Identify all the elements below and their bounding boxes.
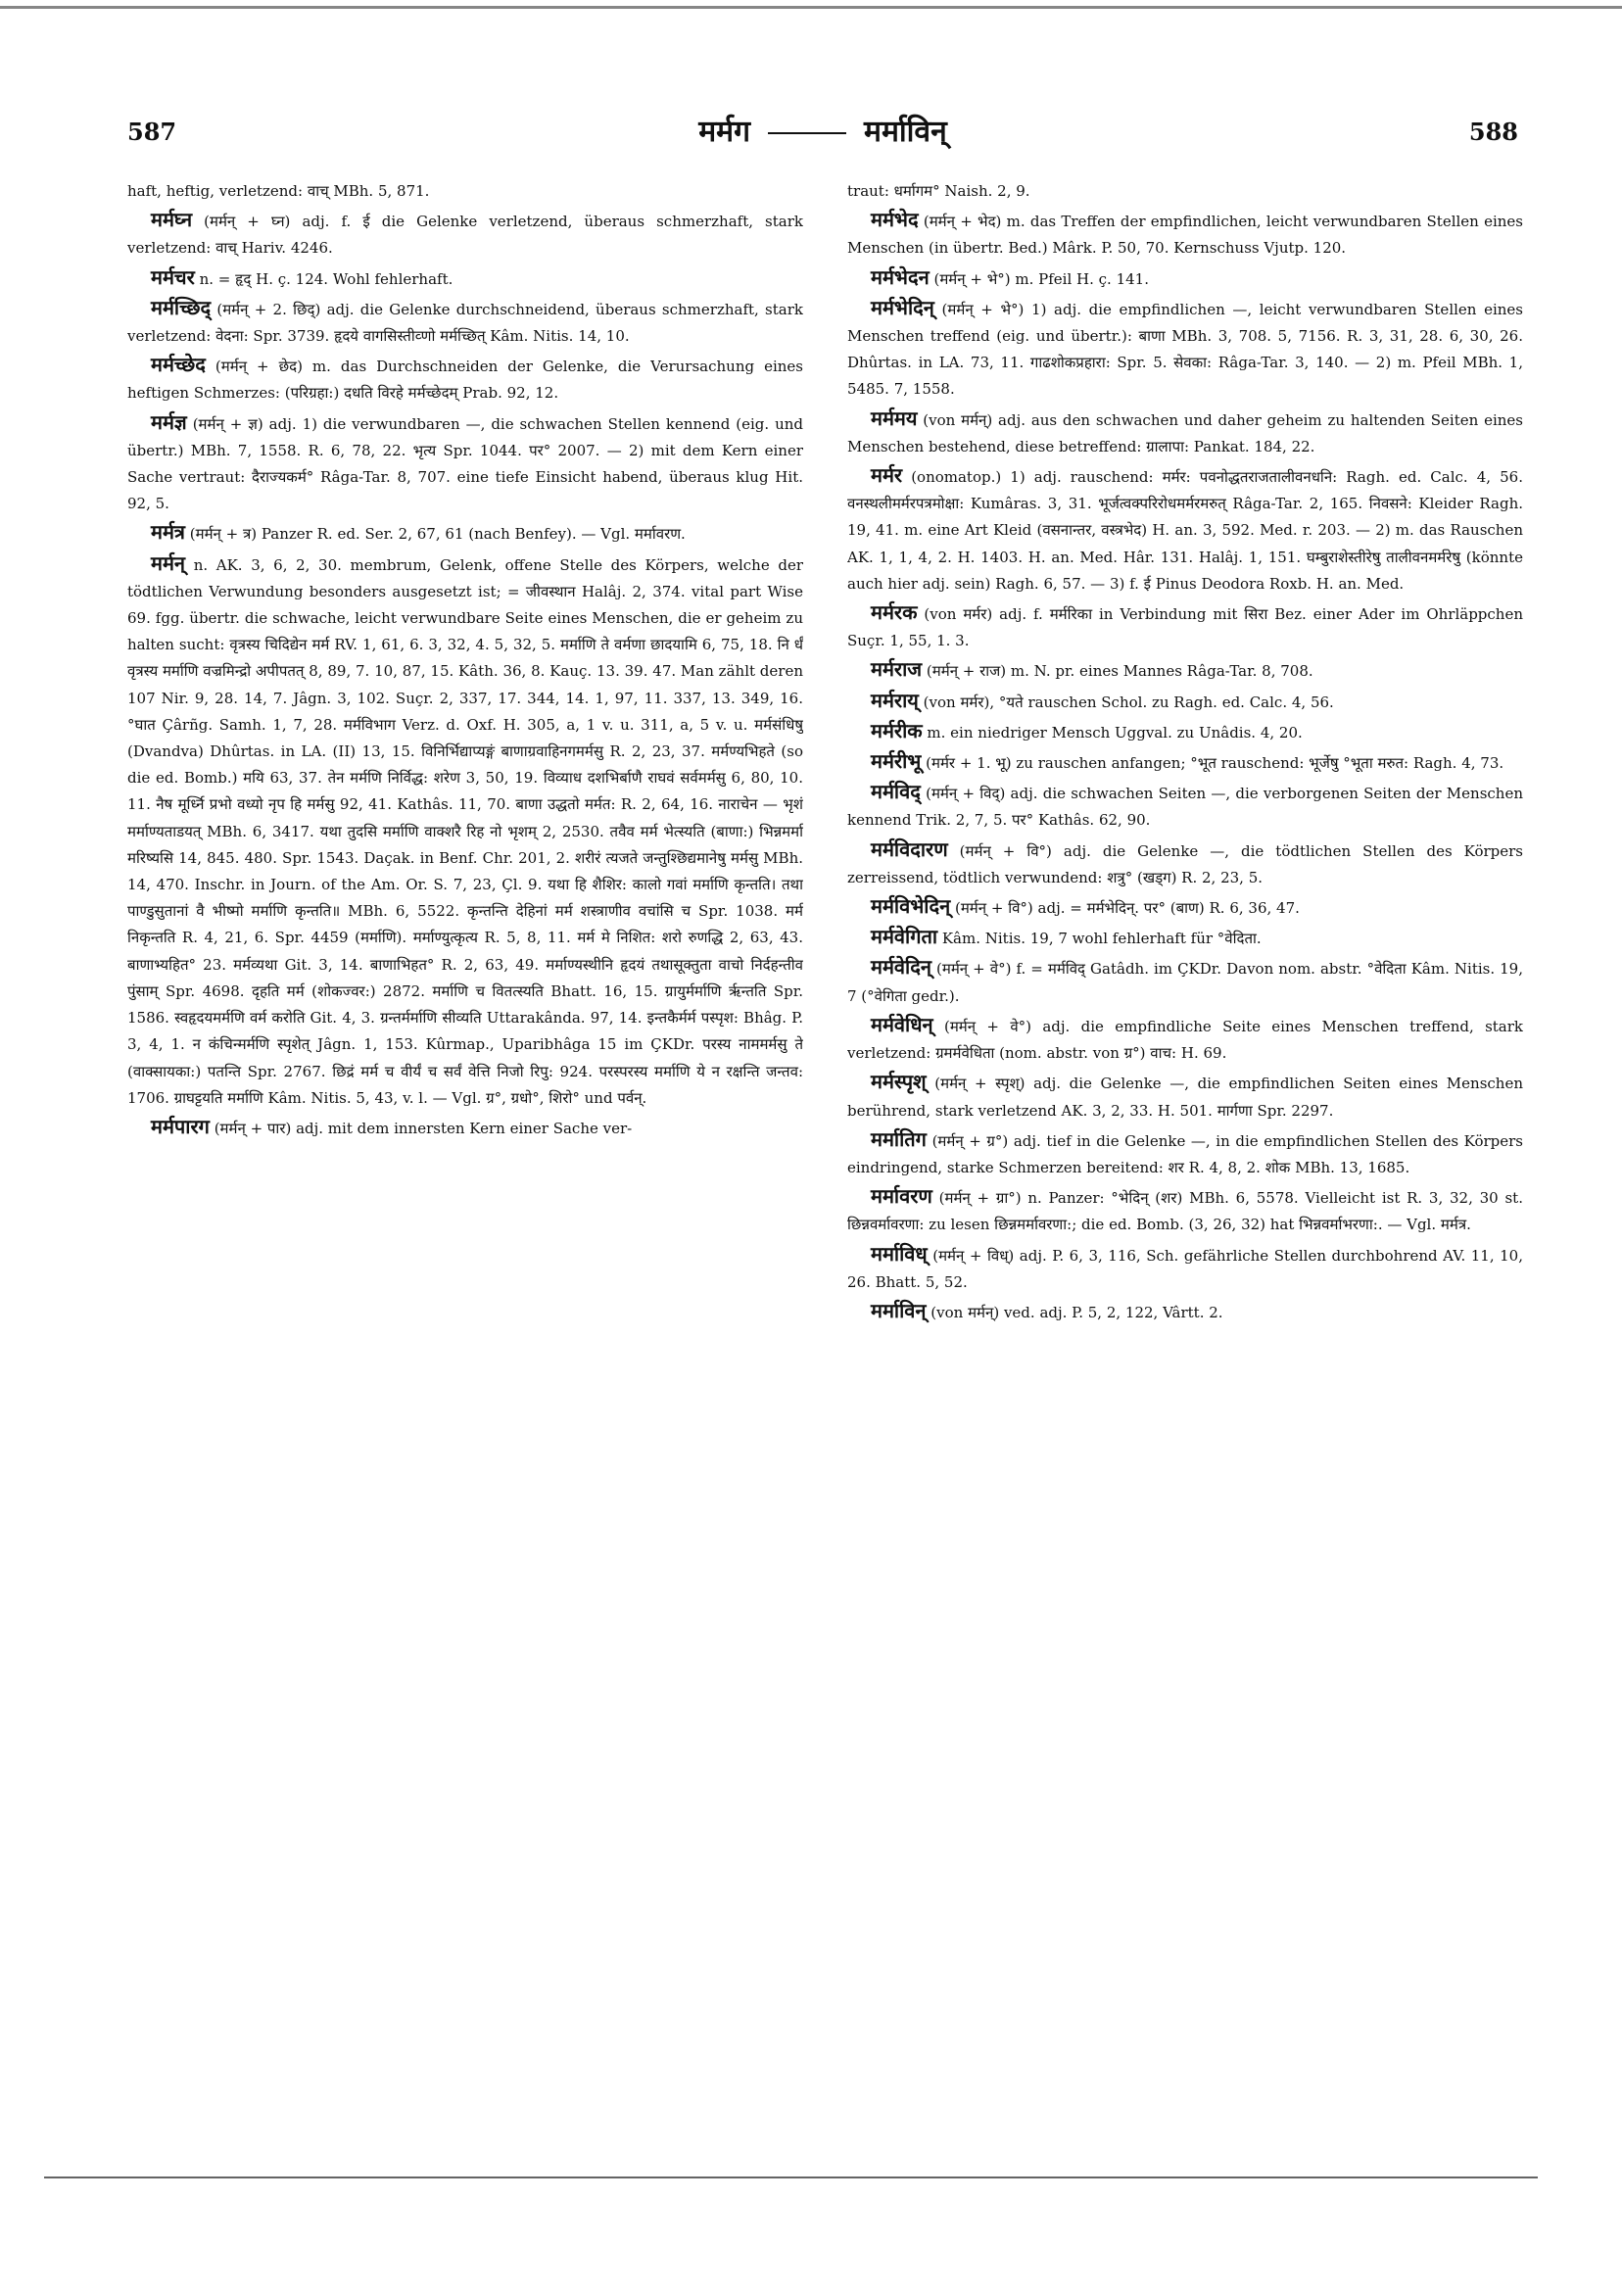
dictionary-entry xyxy=(847,1298,1523,1326)
dictionary-entry xyxy=(847,1126,1523,1181)
dictionary-entry xyxy=(847,207,1523,262)
entry-body: haft, heftig, verletzend: वाच् MBh. 5, 871. xyxy=(127,182,430,200)
dictionary-entry xyxy=(847,748,1523,777)
dictionary-entry xyxy=(847,779,1523,834)
dictionary-entry xyxy=(127,550,803,1112)
dictionary-entry xyxy=(127,295,803,350)
right-column xyxy=(847,178,1523,2118)
dictionary-entry xyxy=(127,352,803,407)
page-number-right: 588 xyxy=(1468,118,1518,146)
dictionary-entry xyxy=(847,1183,1523,1238)
entry-headword: मर्मरीक xyxy=(871,718,923,742)
entry-headword: मर्ममय xyxy=(871,406,918,430)
entry-body: (मर्मन् + छेद) m. das Durchschneiden der Gelenke, die Verursachung eines heftigen Schmerzes: (परिग्रहा:) दधति विरहे मर्मच्छेदम् Prab. 92, 12. xyxy=(127,358,803,403)
entry-body: (मर्मन् + ग्रा°) n. Panzer: °भेदिन् (शर) MBh. 6, 5578. Vielleicht ist R. 3, 32, 30 st. छिन्नवर्मावरणा: zu lesen छिन्नमर्मावरणा:; die ed. Bomb. (3, 26, 32) hat भिन्नवर्माभरणा:. — Vgl. मर्मत्र. xyxy=(847,1189,1523,1234)
dictionary-entry xyxy=(127,1114,803,1142)
dictionary-entry xyxy=(127,178,803,205)
entry-headword: मर्मच्छिद् xyxy=(151,295,212,319)
entry-body: (von मर्मन्) ved. adj. P. 5, 2, 122, Vârtt. 2. xyxy=(930,1303,1223,1321)
entry-headword: मर्मस्पृश् xyxy=(871,1070,927,1094)
left-column xyxy=(127,178,803,2118)
entry-body: (मर्मन् + पार) adj. mit dem innersten Kern einer Sache ver- xyxy=(214,1119,633,1137)
entry-body: (मर्मन् + राज) m. N. pr. eines Mannes Râga-Tar. 8, 708. xyxy=(926,662,1313,681)
entry-body: (मर्मन् + भेद) m. das Treffen der empfindlichen, leicht verwundbaren Stellen eines Menschen (in übertr. Bed.) Mârk. P. 50, 70. Kernschuss Vjutp. 120. xyxy=(847,213,1523,258)
dictionary-entry xyxy=(847,924,1523,952)
dictionary-entry xyxy=(127,519,803,548)
dictionary-entry xyxy=(847,264,1523,293)
entry-body: (मर्मन् + 2. छिद्) adj. die Gelenke durchschneidend, überaus schmerzhaft, stark verletzend: वेदना: Spr. 3739. हृदये वागसिस्तीव्णो मर्मच्छित् Kâm. Nitis. 14, 10. xyxy=(127,300,803,346)
entry-body: (मर्मन् + वे°) f. = मर्मविद् Gatâdh. im ÇKDr. Davon nom. abstr. °वेदिता Kâm. Nitis. 19, 7 (°वेगिता gedr.). xyxy=(847,960,1523,1005)
entry-headword: मर्मराज xyxy=(871,657,923,682)
entry-body: (मर्मन् + वि°) adj. die Gelenke —, die tödtlichen Stellen des Körpers zerreissend, tödtlich verwundend: शत्रु° (खड्ग) R. 2, 23, 5. xyxy=(847,841,1523,886)
entry-headword: मर्मभेदन xyxy=(871,264,930,289)
entry-body: (मर्मन् + विध्) adj. P. 6, 3, 116, Sch. gefährliche Stellen durchbohrend AV. 11, 10, 26. Bhatt. 5, 52. xyxy=(847,1246,1523,1291)
entry-headword: मर्मच्छेद xyxy=(151,353,206,377)
entry-body: (मर्मन् + वि°) adj. = मर्मभेदिन्. पर° (बाण) R. 6, 36, 47. xyxy=(954,899,1300,918)
entry-headword: मर्मवेदिन् xyxy=(871,955,931,980)
dictionary-entry xyxy=(847,893,1523,922)
entry-headword: मर्मरीभू xyxy=(871,749,922,774)
dictionary-entry xyxy=(847,954,1523,1009)
dictionary-entry xyxy=(847,837,1523,891)
dictionary-entry xyxy=(847,599,1523,654)
entry-body: (von मर्मर), °यते rauschen Schol. zu Ragh. ed. Calc. 4, 56. xyxy=(923,693,1334,711)
entry-headword: मर्मविभेदिन् xyxy=(871,894,951,919)
entry-headword: मर्मविद् xyxy=(871,780,921,804)
entry-headword: मर्मवेगिता xyxy=(871,925,938,949)
entry-headword: मर्मरक xyxy=(871,600,918,625)
entry-body: (मर्मन् + स्पृश्) adj. die Gelenke —, die empfindlichen Seiten eines Menschen berührend, stark verletzend AK. 3, 2, 33. H. 501. मार्गणा Spr. 2297. xyxy=(847,1075,1523,1120)
dictionary-entry xyxy=(127,207,803,262)
running-head xyxy=(127,110,1518,150)
entry-headword: मर्मचर xyxy=(151,264,195,289)
entry-headword: मर्मपारग xyxy=(151,1114,210,1138)
entry-headword: मर्मावरण xyxy=(871,1184,932,1209)
entry-headword: मर्मन् xyxy=(151,550,186,575)
entry-body: n. = हृद् H. ç. 124. Wohl fehlerhaft. xyxy=(199,269,453,288)
dictionary-entry xyxy=(847,462,1523,598)
entry-headword: मर्मराय् xyxy=(871,688,919,712)
dictionary-entry xyxy=(847,1241,1523,1296)
dictionary-entry xyxy=(847,1012,1523,1067)
dictionary-entry xyxy=(847,295,1523,404)
running-head-dash xyxy=(768,132,846,134)
entry-headword: मर्मवेधिन् xyxy=(871,1012,933,1036)
entry-body: (मर्मन् + घ्न) adj. f. ई die Gelenke verletzend, überaus schmerzhaft, stark verletzend: वाच् Hariv. 4246. xyxy=(127,213,803,258)
dictionary-entry xyxy=(847,688,1523,716)
running-head-last-word: मर्माविन् xyxy=(864,115,947,149)
bottom-rule xyxy=(44,2176,1538,2178)
entry-headword: मर्माविन् xyxy=(871,1298,927,1322)
entry-body: (von मर्मन्) adj. aus den schwachen und daher geheim zu haltenden Seiten eines Menschen bestehend, diese betreffend: ग्रालापा: Pankat. 184, 22. xyxy=(847,410,1523,455)
dictionary-entry xyxy=(847,406,1523,460)
top-edge-rule xyxy=(0,6,1622,9)
entry-body: (मर्मन् + भे°) m. Pfeil H. ç. 141. xyxy=(933,269,1149,288)
entry-headword: मर्मघ्न xyxy=(151,208,193,232)
entry-headword: मर्माविध् xyxy=(871,1241,928,1266)
entry-body: (onomatop.) 1) adj. rauschend: मर्मर: पवनोद्धतराजतालीवनधनि: Ragh. ed. Calc. 4, 56. वनस्थलीमर्मरपत्रमोक्षा: Kumâras. 3, 31. भूर्जत्वक्परिरोधमर्मरमरुत् Râga-Tar. 2, 165. निवसने: Kleider Ragh. 19, 41. m. eine Art Kleid (वसनान्तर, वस्त्रभेद) H. an. 3, 592. Med. r. 203. — 2) m. das Rauschen AK. 1, 1, 4, 2. H. 1403. H. an. Med. Hâr. 131. Halâj. 1, 151. घम्बुराशेस्तीरेषु तालीवनमर्मरेषु (könnte auch hier adj. sein) Ragh. 6, 57. — 3) f. ई Pinus Deodora Roxb. H. an. Med. xyxy=(847,468,1523,593)
page-header xyxy=(127,110,1518,165)
running-head-first-word: मर्मग xyxy=(698,115,751,149)
entry-body: (मर्मन् + ज्ञ) adj. 1) die verwundbaren —, die schwachen Stellen kennend (eig. und übertr.) MBh. 7, 1558. R. 6, 78, 22. भृत्य Spr. 1044. पर° 2007. — 2) mit dem Kern einer Sache vertraut: दैराज्यकर्म° Râga-Tar. 8, 707. eine tiefe Einsicht habend, überaus klug Hit. 92, 5. xyxy=(127,414,803,513)
dictionary-entry xyxy=(127,409,803,518)
dictionary-entry xyxy=(847,656,1523,685)
entry-body: (मर्मन् + वे°) adj. die empfindliche Seite eines Menschen treffend, stark verletzend: ग्रमर्मवेधिता (nom. abstr. von ग्र°) वाच: H. 69. xyxy=(847,1017,1523,1063)
entry-body: (मर्मर + 1. भू) zu rauschen anfangen; °भूत rauschend: भूर्जेषु °भूता मरुत: Ragh. 4, 73. xyxy=(926,754,1504,773)
entry-body: m. ein niedriger Mensch Uggval. zu Unâdis. 4, 20. xyxy=(927,723,1303,741)
entry-headword: मर्मातिग xyxy=(871,1126,927,1151)
entry-body: (मर्मन् + त्र) Panzer R. ed. Ser. 2, 67, 61 (nach Benfey). — Vgl. मर्मावरण. xyxy=(189,525,686,544)
entry-headword: मर्मभेदिन् xyxy=(871,295,934,319)
page-number-left: 587 xyxy=(127,118,177,146)
dictionary-entry xyxy=(127,264,803,293)
entry-body: (von मर्मर) adj. f. मर्मरिका in Verbindung mit सिरा Bez. einer Ader im Ohrläppchen Suçr. 1, 55, 1. 3. xyxy=(847,605,1523,650)
entry-body: n. AK. 3, 6, 2, 30. membrum, Gelenk, offene Stelle des Körpers, welche der tödtlichen Verwundung besonders ausgesetzt ist; = जीवस्थान Halâj. 2, 374. vital part Wise 69. fgg. übertr. die schwache, leicht verwundbare Seite eines Menschen, die er geheim zu halten sucht: वृत्रस्य चिदिद्येन मर्म RV. 1, 61, 6. 3, 32, 4. 5, 32, 5. मर्माणि ते वर्मणा छादयामि 6, 75, 18. नि र्धं वृत्रस्य मर्माणि वज्रमिन्द्रो अपीपतत् 8, 89, 7. 10, 87, 15. Kâth. 36, 8. Kauç. 13. 39. 47. Man zählt deren 107 Nir. 9, 28. 14, 7. Jâgn. 3, 102. Suçr. 2, 337, 17. 344, 14. 1, 97, 11. 337, 13. 349, 16. °घात Çârñg. Samh. 1, 7, 28. मर्मविभाग Verz. d. Oxf. H. 305, a, 1 v. u. 311, a, 5 v. u. मर्मसंधिषु (Dvandva) Dhûrtas. in LA. (II) 13, 15. विनिर्भिद्याप्यङ्गं बाणाग्रवाहिनगमर्मसु R. 2, 23, 37. मर्मण्यभिहते (so die ed. Bomb.) मयि 63, 37. तेन मर्मणि निर्विद्ध: शरेण 3, 50, 19. विव्याध दशभिर्बाणै राघवं सर्वमर्मसु 6, 80, 10. 11. नैष मूर्ध्नि प्रभो वध्यो नृप हि मर्मसु 92, 41. Kathâs. 11, 70. बाणा उद्धतो मर्मत: R. 2, 64, 16. नाराचेन — भृशं मर्माण्यताडयत् MBh. 6, 3417. यथा तुदसि मर्माणि वाक्शरै रिह नो भृशम् 2, 2530. तवैव मर्म भेत्स्यति (बाणा:) भिन्नमर्मा मरिष्यसि 14, 845. 480. Spr. 1543. Daçak. in Benf. Chr. 201, 2. शरीरं त्यजते जन्तुश्छिद्यमानेषु मर्मसु MBh. 14, 470. Inschr. in Journ. of the Am. Or. S. 7, 23, Çl. 9. यथा हि शैशिर: कालो गवां मर्माणि कृन्तति। तथा पाण्डुसुतानां वै भीष्मो मर्माणि कृन्तति॥ MBh. 6, 5522. कृन्तन्ति देहिनां मर्म शस्त्राणीव वचांसि च Spr. 1038. मर्म निकृन्तति R. 4, 21, 6. Spr. 4459 (मर्माणि). मर्माण्युत्कृत्य R. 5, 8, 11. मर्म मे निशित: शरो रुणद्धि 2, 63, 43. बाणाभ्यहित° 23. मर्मव्यथा Git. 3, 14. बाणाभिहत° R. 2, 63, 49. मर्माण्यस्थीनि हृदयं तथासूक्तुता वाचो निर्दहन्तीव पुंसाम् Spr. 4698. दृहति मर्म (शोकज्वर:) 2872. मर्माणि च वितत्स्यति Bhatt. 16, 15. ग्रायुर्मर्माणि रृन्तति Spr. 1586. स्वहृदयमर्मणि वर्म करोति Git. 4, 3. ग्रन्तर्मर्माणि सीव्यति Uttarakânda. 97, 14. इन्तकैर्मर्म पस्पृश: Bhâg. P. 3, 4, 1. न कंचिन्मर्मणि स्पृशेत् Jâgn. 1, 153. Kûrmap., Uparibhâga 15 im ÇKDr. परस्य नाममर्मसु ते (वाक्सायका:) पतन्ति Spr. 2767. छिद्रं मर्म च वीर्यं च सर्वं वेत्ति निजो रिपु: 924. परस्परस्य मर्माणि ये न रक्षन्ति जन्तव: 1706. ग्राघट्टयति मर्माणि Kâm. Nitis. 5, 43, v. l. — Vgl. ग्र°, ग्रधो°, शिरो° und पर्वन्. xyxy=(127,555,803,1107)
dictionary-entry xyxy=(847,718,1523,746)
entry-headword: मर्मत्र xyxy=(151,520,185,545)
entry-headword: मर्मभेद xyxy=(871,208,919,232)
dictionary-entry xyxy=(847,1069,1523,1124)
entry-body: (मर्मन् + विद्) adj. die schwachen Seiten —, die verborgenen Seiten der Menschen kennend Trik. 2, 7, 5. पर° Kathâs. 62, 90. xyxy=(847,785,1523,830)
dictionary-entry xyxy=(847,178,1523,205)
entry-headword: मर्मज्ञ xyxy=(151,409,187,434)
entry-headword: मर्मर xyxy=(871,463,903,488)
entry-body: (मर्मन् + भे°) 1) adj. die empfindlichen —, leicht verwundbaren Stellen eines Menschen treffend (eig. und übertr.): बाणा MBh. 3, 708. 5, 7156. R. 3, 31, 28. 6, 30, 26. Dhûrtas. in LA. 73, 11. गाढशोकप्रहारा: Spr. 5. सेवका: Râga-Tar. 3, 140. — 2) m. Pfeil MBh. 1, 5485. 7, 1558. xyxy=(847,300,1523,399)
entry-headword: मर्मविदारण xyxy=(871,837,948,861)
entry-body: Kâm. Nitis. 19, 7 wohl fehlerhaft für °वेदिता. xyxy=(941,930,1262,948)
entry-body: traut: धर्मागम° Naish. 2, 9. xyxy=(847,182,1030,200)
entry-body: (मर्मन् + ग्र°) adj. tief in die Gelenke —, in die empfindlichen Stellen des Körpers eindringend, starke Schmerzen bereitend: शर R. 4, 8, 2. शोक MBh. 13, 1685. xyxy=(847,1131,1523,1176)
